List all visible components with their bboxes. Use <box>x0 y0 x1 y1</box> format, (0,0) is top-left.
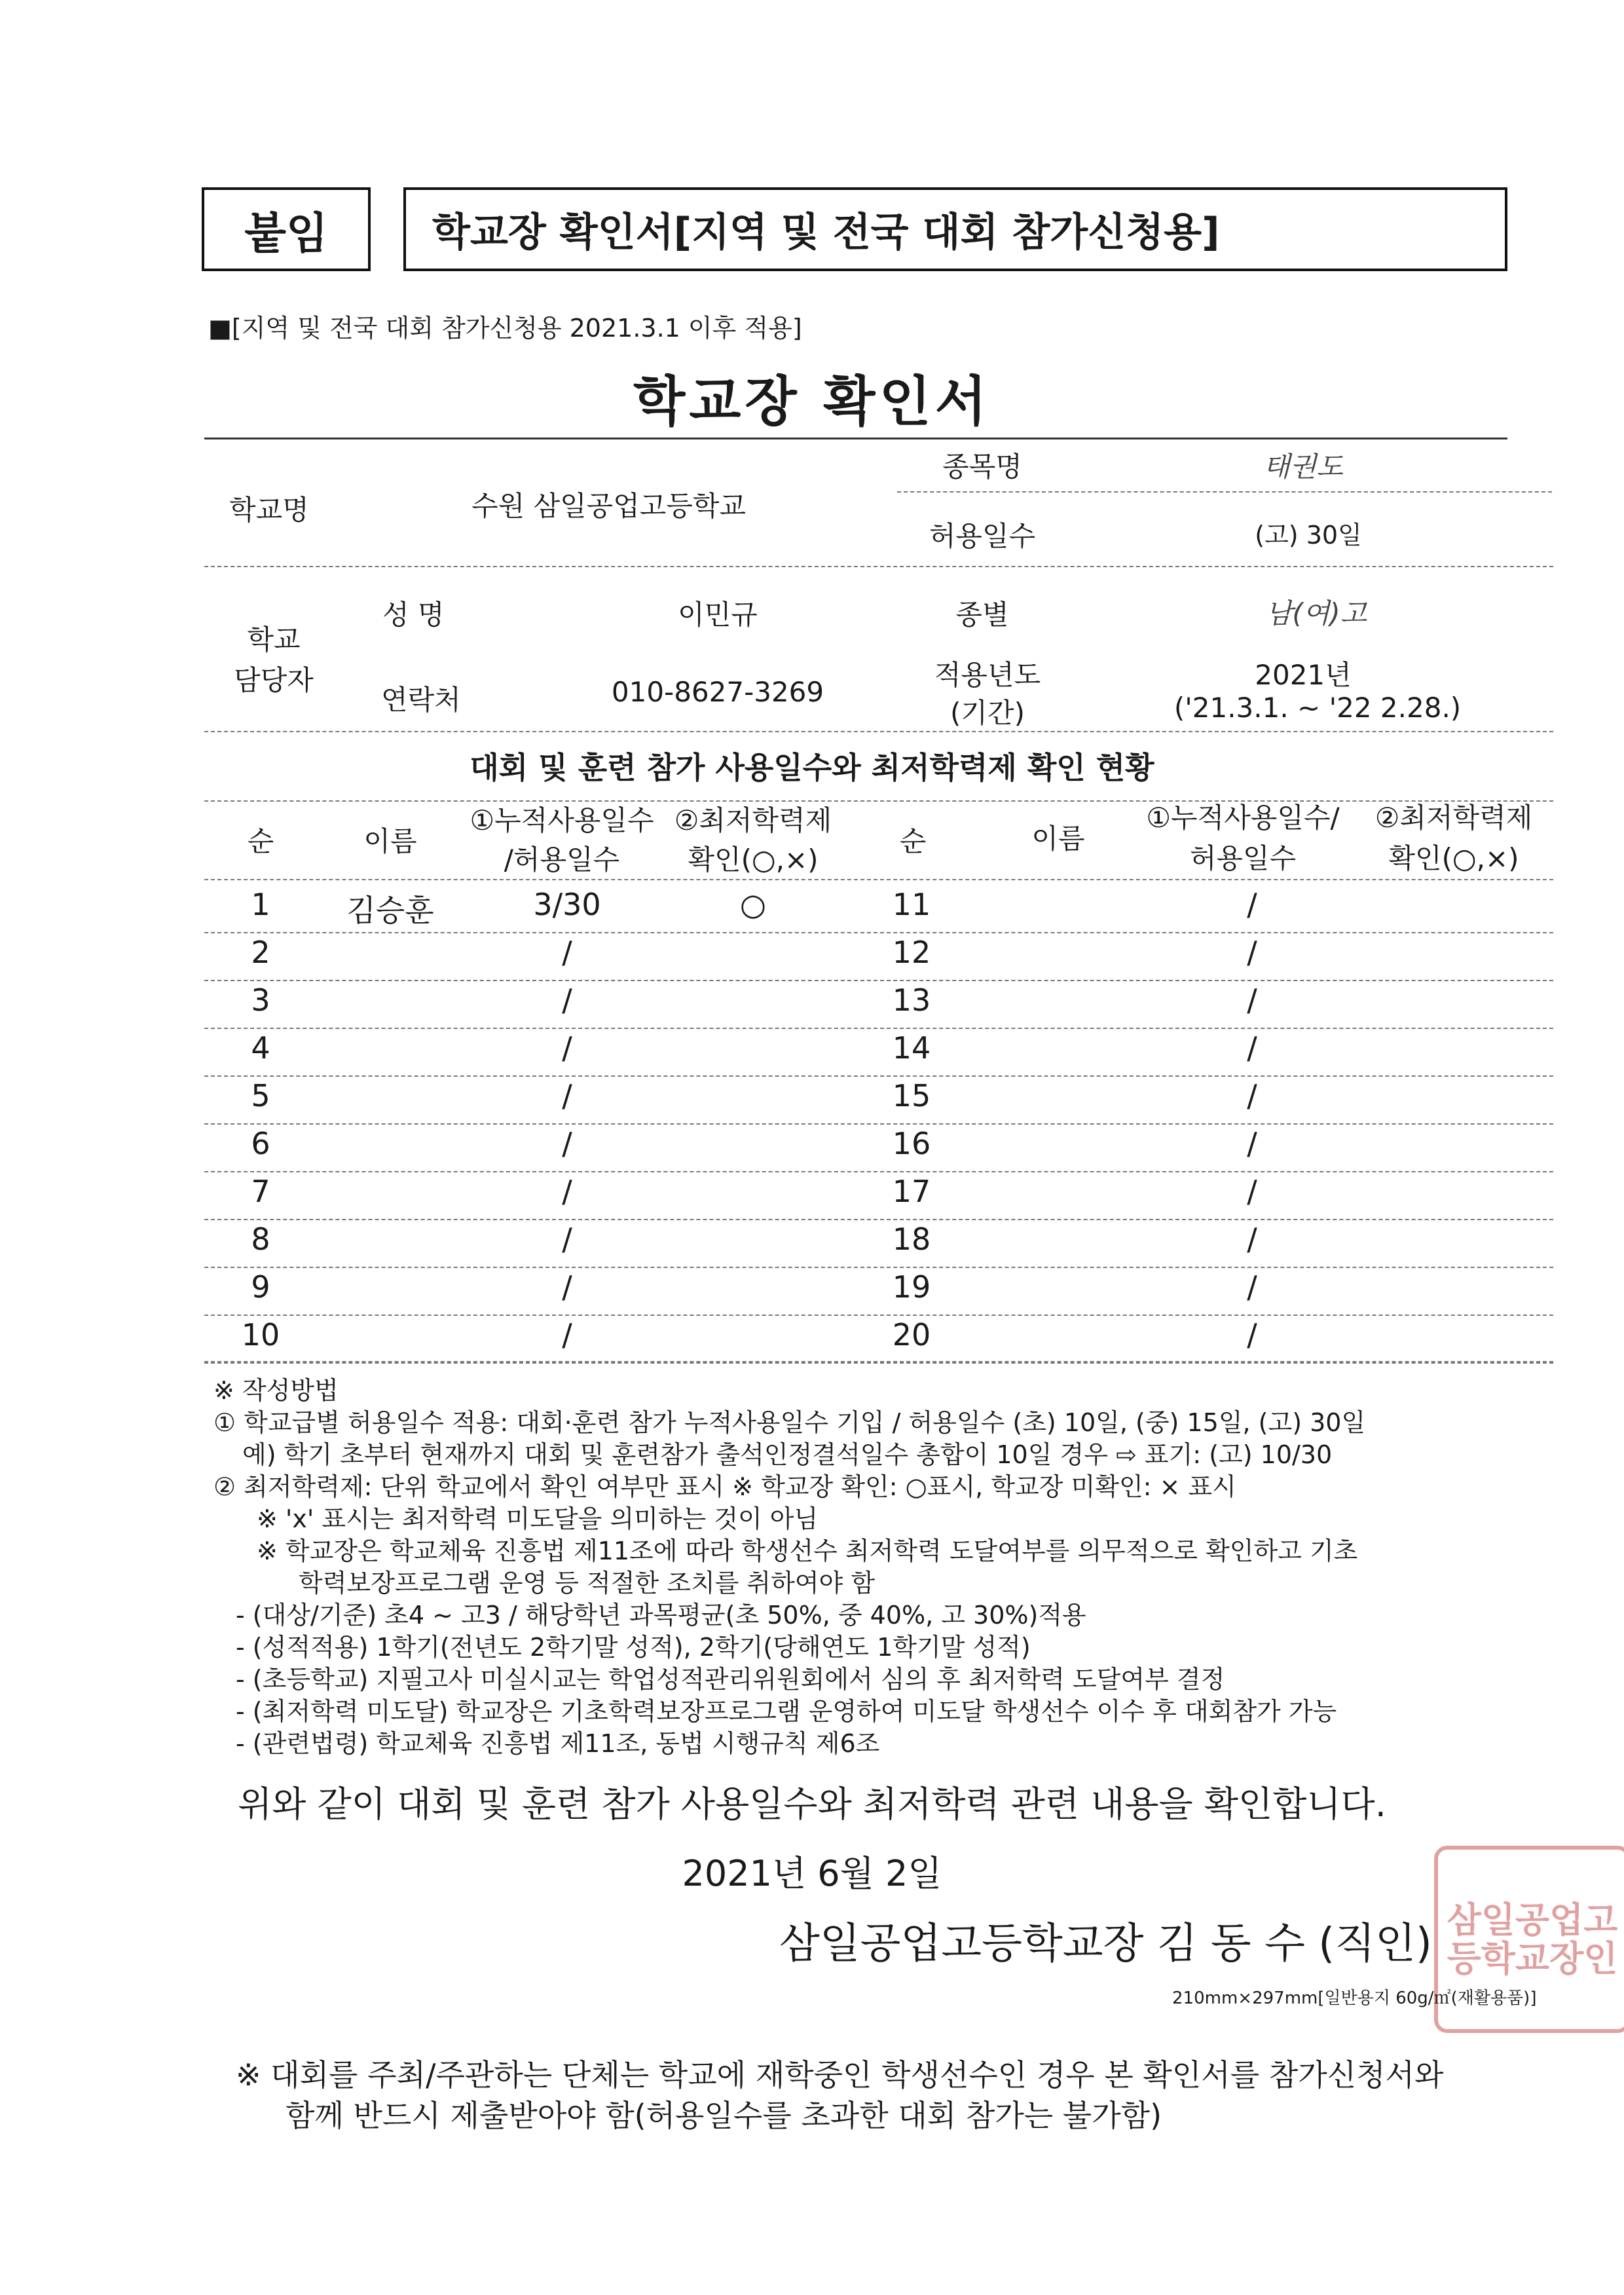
row-number-right: 20 <box>892 1317 931 1353</box>
usage-days: / <box>562 1174 572 1209</box>
row-number: 9 <box>251 1269 270 1305</box>
year-label-2: (기간) <box>950 697 1025 729</box>
usage-days: / <box>562 1317 572 1353</box>
usage-days: / <box>562 1222 572 1257</box>
usage-days-right: / <box>1247 1222 1257 1257</box>
row-number: 1 <box>251 887 270 922</box>
usage-table-title: 대회 및 훈련 참가 사용일수와 최저학력제 확인 현황 <box>470 750 1154 785</box>
school-name-label: 학교명 <box>229 494 309 526</box>
row-number: 4 <box>251 1030 270 1066</box>
instruction-line: ※ 작성방법 <box>213 1376 339 1405</box>
row-number-right: 18 <box>892 1222 931 1257</box>
contact-value: 010-8627-3269 <box>611 676 824 708</box>
row-number: 8 <box>251 1222 270 1257</box>
document-title: 학교장 확인서 <box>633 371 991 433</box>
student-name: 김승훈 <box>346 893 434 928</box>
usage-days-right: / <box>1247 1126 1257 1161</box>
usage-days-right: / <box>1247 982 1257 1018</box>
issue-date: 2021년 6월 2일 <box>682 1853 942 1894</box>
col-header-acad-right-2: 확인(○,×) <box>1388 842 1519 874</box>
usage-days-right: / <box>1247 1030 1257 1066</box>
row-number: 7 <box>251 1174 270 1209</box>
school-name-value: 수원 삼일공업고등학교 <box>471 490 747 522</box>
row-number-right: 13 <box>892 982 931 1018</box>
row-number: 2 <box>251 935 270 970</box>
usage-days: / <box>562 1030 572 1066</box>
instruction-line: - (최저학력 미도달) 학교장은 기초학력보장프로그램 운영하여 미도달 학생선수 이수 후 대회참가 가능 <box>236 1697 1337 1726</box>
attachment-badge: 붙임 <box>202 187 371 271</box>
instruction-line: - (대상/기준) 초4 ~ 고3 / 해당학년 과목평균(초 50%, 중 40%, 고 30%)적용 <box>236 1601 1086 1630</box>
instruction-line: - (성적적용) 1학기(전년도 2학기말 성적), 2학기(당해연도 1학기말 성적) <box>236 1633 1031 1662</box>
usage-days-right: / <box>1247 1317 1257 1353</box>
allowed-days-value: (고) 30일 <box>1255 521 1362 550</box>
usage-days-right: / <box>1247 887 1257 922</box>
staff-label-2: 담당자 <box>234 664 314 696</box>
usage-days-right: / <box>1247 1078 1257 1113</box>
row-number-right: 14 <box>892 1030 931 1066</box>
instruction-line: - (초등학교) 지필고사 미실시교는 학업성적관리위원회에서 심의 후 최저학력 도달여부 결정 <box>236 1665 1225 1694</box>
instruction-line: - (관련법령) 학교체육 진흥법 제11조, 동법 시행규칙 제6조 <box>236 1729 880 1758</box>
row-number: 5 <box>251 1078 270 1113</box>
col-header-acad-right-1: ②최저학력제 <box>1375 802 1533 834</box>
instruction-line: 예) 학기 초부터 현재까지 대회 및 훈련참가 출석인정결석일수 총합이 10일 경우 ⇨ 표기: (고) 10/30 <box>242 1440 1333 1469</box>
principal-signature: 삼일공업고등학교장 김 동 수 (직인) <box>779 1920 1432 1968</box>
instruction-line: ※ 학교장은 학교체육 진흥법 제11조에 따라 학생선수 최저학력 도달여부를 의무적으로 확인하고 기초 <box>257 1537 1358 1565</box>
year-label-1: 적용년도 <box>934 659 1041 691</box>
row-number-right: 19 <box>892 1269 931 1305</box>
col-header-name: 이름 <box>363 825 417 857</box>
footer-note-1: ※ 대회를 주최/주관하는 단체는 학교에 재학중인 학생선수인 경우 본 확인서를 참가신청서와 <box>236 2057 1444 2093</box>
row-number-right: 12 <box>892 935 931 970</box>
allowed-days-label: 허용일수 <box>929 520 1036 552</box>
instruction-line: ① 학교급별 허용일수 적용: 대회·훈련 참가 누적사용일수 기입 / 허용일수 (초) 10일, (중) 15일, (고) 30일 <box>213 1408 1366 1437</box>
row-number-right: 16 <box>892 1126 931 1161</box>
col-header-days-1: ①누적사용일수 <box>470 804 654 836</box>
staff-label-1: 학교 <box>247 624 301 656</box>
sport-label: 종목명 <box>942 451 1022 483</box>
row-number: 3 <box>251 982 270 1018</box>
col-header-days-right-1: ①누적사용일수/ <box>1146 802 1340 834</box>
col-header-days-right-2: 허용일수 <box>1189 842 1297 874</box>
application-scope-note: ■[지역 및 전국 대회 참가신청용 2021.3.1 이후 적용] <box>208 314 802 343</box>
usage-days-right: / <box>1247 1269 1257 1305</box>
row-number: 10 <box>241 1317 280 1353</box>
row-number-right: 15 <box>892 1078 931 1113</box>
col-header-no-right: 순 <box>899 825 927 857</box>
usage-days: / <box>562 1078 572 1113</box>
col-header-acad-1: ②최저학력제 <box>674 804 832 836</box>
contact-label: 연락처 <box>381 684 461 716</box>
usage-days: / <box>562 1269 572 1305</box>
usage-days: / <box>562 982 572 1018</box>
sport-value: 태권도 <box>1263 451 1343 483</box>
row-number-right: 17 <box>892 1174 931 1209</box>
official-seal: 삼일공업고등학교장인 <box>1434 1846 1624 2033</box>
col-header-no: 순 <box>247 825 274 857</box>
academic-check: ○ <box>739 887 767 922</box>
usage-days-right: / <box>1247 1174 1257 1209</box>
year-value: 2021년 <box>1255 659 1352 691</box>
row-number: 6 <box>251 1126 270 1161</box>
usage-days: / <box>562 1126 572 1161</box>
instruction-line: ※ 'x' 표시는 최저학력 미도달을 의미하는 것이 아님 <box>257 1504 819 1533</box>
form-title: 학교장 확인서[지역 및 전국 대회 참가신청용] <box>403 187 1507 271</box>
row-number-right: 11 <box>892 887 931 922</box>
instruction-line: ② 최저학력제: 단위 학교에서 확인 여부만 표시 ※ 학교장 확인: ○표시, 학교장 미확인: × 표시 <box>213 1472 1236 1501</box>
gender-label: 종별 <box>955 599 1009 631</box>
year-period: ('21.3.1. ~ '22 2.28.) <box>1173 692 1462 724</box>
col-header-name-right: 이름 <box>1031 823 1085 855</box>
footer-note-2: 함께 반드시 제출받아야 함(허용일수를 초과한 대회 참가는 불가함) <box>286 2098 1162 2133</box>
gender-value: 남(여)고 <box>1265 597 1367 629</box>
confirmation-statement: 위와 같이 대회 및 훈련 참가 사용일수와 최저학력 관련 내용을 확인합니다. <box>238 1783 1386 1825</box>
paper-spec: 210mm×297mm[일반용지 60g/㎡(재활용품)] <box>1172 1988 1537 2008</box>
usage-days-right: / <box>1247 935 1257 970</box>
instruction-line: 학력보장프로그램 운영 등 적절한 조치를 취하여야 함 <box>299 1569 876 1597</box>
staff-name-label: 성 명 <box>382 599 445 631</box>
staff-name-value: 이민규 <box>678 599 758 631</box>
usage-days: 3/30 <box>533 887 601 922</box>
usage-days: / <box>562 935 572 970</box>
col-header-days-2: /허용일수 <box>504 844 620 876</box>
col-header-acad-2: 확인(○,×) <box>688 844 819 876</box>
